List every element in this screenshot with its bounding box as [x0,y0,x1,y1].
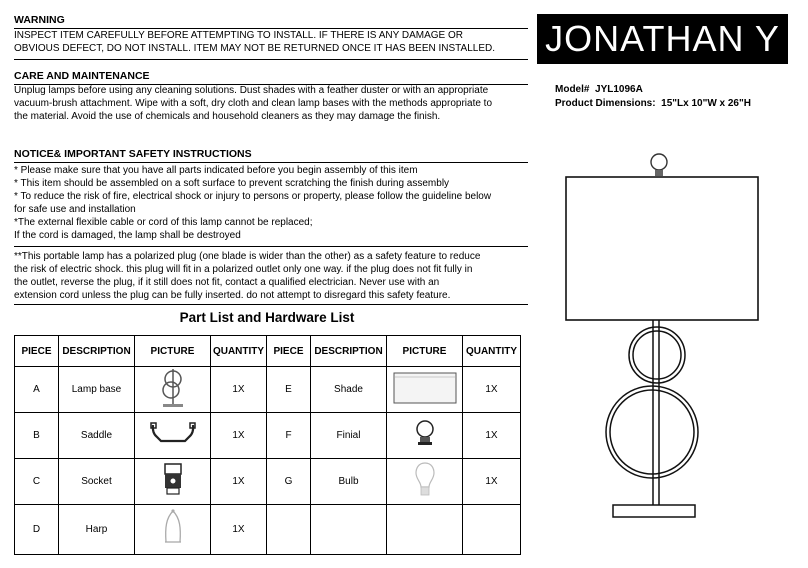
header-piece: PIECE [267,336,311,367]
piece-letter: D [15,505,59,555]
divider [14,59,528,60]
shade-icon [393,372,457,404]
parts-table [14,335,521,555]
lamp-body [606,320,698,505]
piece-picture [387,367,463,413]
model-label: Model# [555,84,590,95]
empty-cell [463,505,521,555]
piece-picture [135,505,211,555]
piece-quantity: 1X [211,367,267,413]
piece-description: Finial [311,413,387,459]
header-description: DESCRIPTION [59,336,135,367]
finial-icon [414,419,436,449]
dimensions-label: Product Dimensions: [555,98,656,109]
piece-picture [135,413,211,459]
header-picture: PICTURE [135,336,211,367]
piece-quantity: 1X [463,413,521,459]
table-row [15,505,521,555]
divider [14,304,528,305]
warning-line: INSPECT ITEM CAREFULLY BEFORE ATTEMPTING TO INSTALL. IF THERE IS ANY DAMAGE OR [14,30,463,41]
bulb-icon [414,461,436,499]
piece-picture [387,413,463,459]
care-line: Unplug lamps before using any cleaning solutions. Dust shades with a feather duster or with an appropriate [14,85,489,96]
notice-line: * To reduce the risk of fire, electrical shock or injury to persons or property, please follow the guideline below [14,191,492,202]
piece-picture [135,367,211,413]
empty-cell [267,505,311,555]
piece-letter: E [267,367,311,413]
piece-quantity: 1X [211,459,267,505]
piece-description: Shade [311,367,387,413]
notice-line: for safe use and installation [14,204,136,215]
piece-description: Lamp base [59,367,135,413]
product-dimensions [555,97,751,110]
piece-quantity: 1X [211,413,267,459]
lamp-base-icon [158,367,188,409]
table-row [15,367,521,413]
piece-letter: C [15,459,59,505]
piece-picture [387,459,463,505]
warning-title: WARNING [14,14,528,29]
piece-letter: A [15,367,59,413]
header-quantity: QUANTITY [211,336,267,367]
parts-list-title: Part List and Hardware List [179,310,355,325]
header-piece: PIECE [15,336,59,367]
plug-line: **This portable lamp has a polarized plug (one blade is wider than the other) as a safety feature to reduce [14,251,481,262]
table-row [15,459,521,505]
notice-line: *The external flexible cable or cord of this lamp cannot be replaced; [14,217,313,228]
table-header-row [15,336,521,367]
dimensions-value: 15"Lx 10"W x 26"H [661,98,751,109]
piece-quantity: 1X [211,505,267,555]
care-text [14,84,534,123]
model-number [555,83,643,96]
table-row [15,413,521,459]
notice-line: If the cord is damaged, the lamp shall be destroyed [14,230,241,241]
brand-logo: JONATHAN Y [537,14,788,64]
piece-letter: G [267,459,311,505]
header-quantity: QUANTITY [463,336,521,367]
care-title: CARE AND MAINTENANCE [14,70,528,85]
notice-line: * Please make sure that you have all parts indicated before you begin assembly of this item [14,165,418,176]
piece-description: Bulb [311,459,387,505]
header-picture: PICTURE [387,336,463,367]
plug-line: the risk of electric shock. this plug will fit in a polarized outlet only one way. if the plug does not fit fully in [14,264,473,275]
piece-picture [135,459,211,505]
empty-cell [311,505,387,555]
notice-text [14,164,534,242]
warning-text [14,29,534,55]
finial-icon [651,154,667,176]
piece-quantity: 1X [463,459,521,505]
plug-text [14,250,534,302]
notice-title: NOTICE& IMPORTANT SAFETY INSTRUCTIONS [14,148,528,163]
model-value: JYL1096A [595,84,643,95]
divider [14,246,528,247]
piece-description: Harp [59,505,135,555]
harp-icon [162,508,184,548]
plug-line: extension cord unless the plug can be fully inserted. do not attempt to disregard this safety feature. [14,290,451,301]
saddle-icon [149,421,197,447]
lamp-base-plate [613,505,695,517]
piece-letter: B [15,413,59,459]
lamp-illustration [553,150,793,530]
notice-line: * This item should be assembled on a soft surface to prevent scratching the finish during assembly [14,178,450,189]
piece-description: Saddle [59,413,135,459]
warning-line: OBVIOUS DEFECT, DO NOT INSTALL. ITEM MAY NOT BE RETURNED ONCE IT HAS BEEN INSTALLED. [14,43,496,54]
piece-quantity: 1X [463,367,521,413]
socket-icon [163,462,183,498]
lampshade [566,177,758,320]
care-line: the material. Avoid the use of chemicals and household cleaners as they may damage the finish. [14,111,441,122]
piece-letter: F [267,413,311,459]
care-line: vacuum-brush attachment. Wipe with a soft, dry cloth and clean lamp bases with the methods appropriate to [14,98,493,109]
plug-line: the outlet, reverse the plug, if it still does not fit, contact a qualified electrician. Never use with an [14,277,440,288]
empty-cell [387,505,463,555]
header-description: DESCRIPTION [311,336,387,367]
piece-description: Socket [59,459,135,505]
